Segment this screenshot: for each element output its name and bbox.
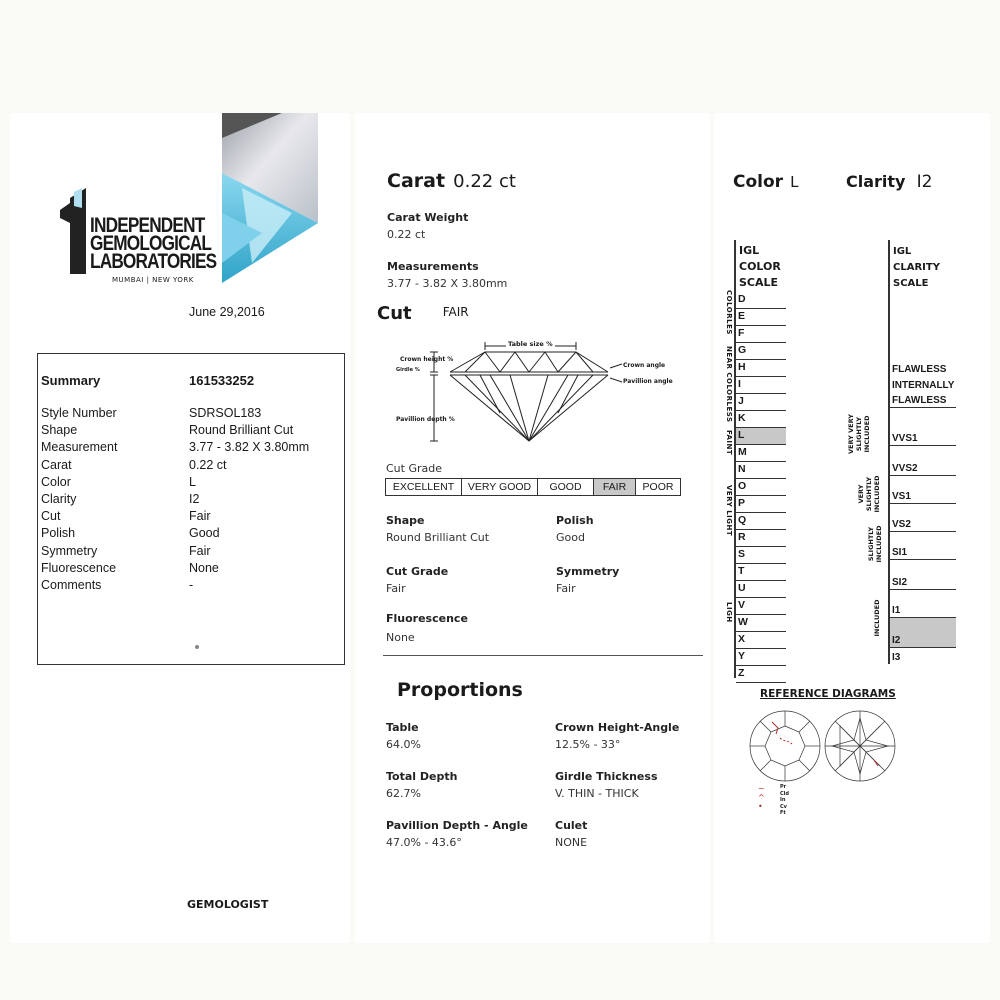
logo-cities: MUMBAI | NEW YORK xyxy=(112,276,194,284)
cut-grade-scale xyxy=(385,478,681,496)
pavilion-angle-label: Pavillion angle xyxy=(623,378,673,385)
included-group-label: INCLUDED xyxy=(873,599,881,637)
culet-label: Culet xyxy=(555,819,588,832)
clarity-grade-vs1: VS1 xyxy=(890,476,956,504)
clarity-scale-title-2: CLARITY xyxy=(893,262,940,273)
summary-key: Shape xyxy=(41,423,78,438)
color-scale-title-3: SCALE xyxy=(739,276,779,289)
cut-grade-good: GOOD xyxy=(538,479,594,495)
color-grade-u: U xyxy=(736,581,786,598)
clarity-heading-value: I2 xyxy=(916,172,933,192)
summary-value: Good xyxy=(189,526,220,541)
summary-key: Symmetry xyxy=(41,543,98,558)
color-grade-o: O xyxy=(736,479,786,496)
clarity-grade-vvs2: VVS2 xyxy=(890,446,956,476)
summary-key: Comments xyxy=(41,578,102,592)
cut-grade-excellent: EXCELLENT xyxy=(386,479,462,495)
cut-grade-fair: FAIR xyxy=(594,479,636,495)
legend-marks: ~ ^ • xyxy=(758,784,765,811)
summary-row xyxy=(41,526,341,542)
girdle-thickness-label: Girdle Thickness xyxy=(555,770,658,783)
clarity-grade-flawless: FLAWLESS xyxy=(890,392,956,408)
summary-box xyxy=(37,353,345,665)
clarity-grade-vs2: VS2 xyxy=(890,504,956,532)
reference-diagrams xyxy=(748,708,898,788)
legend-item: In xyxy=(780,797,786,803)
reference-legend xyxy=(758,784,808,818)
vvs-group-label: VERY VERY SLIGHTLY INCLUDED xyxy=(847,414,871,454)
color-scale xyxy=(715,240,805,680)
legend-item: Ft xyxy=(780,810,786,816)
table-size-label: Table size % xyxy=(508,340,553,348)
table-label: Table xyxy=(386,721,419,734)
summary-row xyxy=(41,458,341,474)
color-scale-title-1: IGL xyxy=(739,244,760,257)
clarity-grade-si1: SI1 xyxy=(890,532,956,560)
table-value: 64.0% xyxy=(386,738,421,751)
pavilion-depth-label: Pavillion depth % xyxy=(396,416,455,423)
summary-row xyxy=(41,440,341,456)
crown-height-label: Crown height % xyxy=(400,356,454,363)
pavilion-depth-angle-label: Pavillion Depth - Angle xyxy=(386,819,528,832)
clarity-scale-title-1: IGL xyxy=(893,246,912,257)
si-group-label: SLIGHTLY INCLUDED xyxy=(867,525,883,563)
report-date: June 29,2016 xyxy=(189,305,265,319)
carat-weight-label: Carat Weight xyxy=(387,211,469,224)
diamond-proportion-diagram xyxy=(390,338,675,446)
clarity-scale xyxy=(845,240,960,680)
girdle-thickness-value: V. THIN - THICK xyxy=(555,787,639,800)
color-grade-q: Q xyxy=(736,513,786,530)
cut-heading-value: FAIR xyxy=(442,305,469,319)
logo-line-2: GEMOLOGICAL xyxy=(90,232,212,255)
logo-line-1: INDEPENDENT xyxy=(90,214,205,237)
polish-value: Good xyxy=(556,531,585,544)
summary-value: Round Brilliant Cut xyxy=(189,423,294,438)
summary-value: None xyxy=(189,560,219,575)
igl-logo-icon xyxy=(60,188,90,276)
cut-grade-poor: POOR xyxy=(642,481,674,493)
clarity-heading xyxy=(846,172,932,192)
carat-weight-value: 0.22 ct xyxy=(387,228,426,241)
summary-value: Fair xyxy=(189,543,211,558)
carat-heading-value: 0.22 ct xyxy=(453,171,516,192)
report-number: 161533252 xyxy=(189,373,255,388)
cut-heading xyxy=(377,303,469,324)
legend-item: Pr xyxy=(780,784,787,790)
igl-logo xyxy=(60,188,220,288)
summary-key: Polish xyxy=(41,526,76,541)
summary-row xyxy=(41,561,341,577)
summary-value: Fair xyxy=(189,509,211,524)
shape-label: Shape xyxy=(386,514,425,527)
color-grade-j: J xyxy=(736,394,786,411)
color-grade-n: N xyxy=(736,462,786,479)
legend-item: Cv xyxy=(780,803,787,810)
culet-value: NONE xyxy=(555,836,588,849)
clarity-grade-i1: I1 xyxy=(890,590,956,618)
legend-item: Cld xyxy=(780,790,789,797)
color-grade-p: P xyxy=(736,496,786,513)
color-heading-label: Color xyxy=(733,172,784,192)
color-grade-k: K xyxy=(736,411,786,428)
crown-angle-label: Crown angle xyxy=(623,362,666,369)
clarity-grade-vvs1: VVS1 xyxy=(890,418,956,446)
summary-key: Carat xyxy=(41,457,72,472)
symmetry-label: Symmetry xyxy=(556,565,620,578)
very-light-group-label: VERY LIGHT xyxy=(725,485,733,537)
hologram-dot xyxy=(195,645,199,649)
proportions-heading: Proportions xyxy=(397,679,523,701)
summary-row xyxy=(41,475,341,491)
color-heading xyxy=(733,172,799,192)
color-grade-y: Y xyxy=(736,649,786,666)
clarity-scale-title-3: SCALE xyxy=(893,278,929,289)
color-grade-g: G xyxy=(736,343,786,360)
color-grade-h: H xyxy=(736,360,786,377)
summary-value: - xyxy=(189,578,194,592)
measurements-label: Measurements xyxy=(387,260,479,273)
clarity-grade-i2: I2 xyxy=(890,618,956,648)
summary-value: I2 xyxy=(189,492,200,506)
color-heading-value: L xyxy=(790,173,799,191)
summary-value: 0.22 ct xyxy=(189,457,227,472)
girdle-label: Girdle % xyxy=(396,367,420,373)
color-scale-title-2: COLOR xyxy=(739,260,781,273)
cut-heading-label: Cut xyxy=(377,303,412,324)
total-depth-label: Total Depth xyxy=(386,770,458,783)
clarity-heading-label: Clarity xyxy=(846,172,906,191)
summary-key: Cut xyxy=(41,509,61,524)
summary-key: Clarity xyxy=(41,492,77,506)
light-group-label: LIGH xyxy=(725,602,733,623)
color-grade-m: M xyxy=(736,445,786,462)
carat-heading xyxy=(387,170,516,192)
color-grade-d: D xyxy=(736,292,786,309)
summary-value: 3.77 - 3.82 X 3.80mm xyxy=(189,440,310,455)
color-grade-e: E xyxy=(736,309,786,326)
section-divider xyxy=(383,655,703,656)
crown-height-angle-label: Crown Height-Angle xyxy=(555,721,680,734)
hologram-sticker xyxy=(222,113,318,283)
cut-grade-sub-label: Cut Grade xyxy=(386,565,449,578)
symmetry-value: Fair xyxy=(556,582,576,595)
color-grade-f: F xyxy=(736,326,786,343)
color-grade-x: X xyxy=(736,632,786,649)
color-grade-i: I xyxy=(736,377,786,394)
summary-row xyxy=(41,423,341,439)
fluorescence-label: Fluorescence xyxy=(386,612,468,625)
summary-key: Fluorescence xyxy=(41,560,117,575)
color-grade-t: T xyxy=(736,564,786,581)
colorless-group-label: COLORLES xyxy=(725,290,733,335)
color-grade-s: S xyxy=(736,547,786,564)
measurements-value: 3.77 - 3.82 X 3.80mm xyxy=(387,277,508,290)
pavilion-depth-angle-value: 47.0% - 43.6° xyxy=(386,836,462,849)
color-grade-l: L xyxy=(736,428,786,445)
fluorescence-value: None xyxy=(386,631,415,644)
vs-group-label: VERY SLIGHTLY INCLUDED xyxy=(857,475,881,513)
clarity-grade-si2: SI2 xyxy=(890,560,956,590)
shape-value: Round Brilliant Cut xyxy=(386,531,490,544)
reference-diagrams-title: REFERENCE DIAGRAMS xyxy=(760,688,896,700)
gemologist-label: GEMOLOGIST xyxy=(187,898,269,911)
summary-value: SDRSOL183 xyxy=(189,406,262,420)
cut-grade-sub-value: Fair xyxy=(386,582,406,595)
carat-heading-label: Carat xyxy=(387,170,446,192)
summary-row xyxy=(41,406,341,422)
summary-row xyxy=(41,492,341,508)
polish-label: Polish xyxy=(556,514,594,527)
summary-key: Measurement xyxy=(41,440,118,455)
clarity-grade-flawless: FLAWLESS xyxy=(892,364,947,375)
crown-height-angle-value: 12.5% - 33° xyxy=(555,738,621,751)
faint-group-label: FAINT xyxy=(725,430,733,456)
color-grade-w: W xyxy=(736,615,786,632)
summary-title: Summary xyxy=(41,373,101,388)
cut-grade-very-good: VERY GOOD xyxy=(462,479,538,495)
summary-row xyxy=(41,544,341,560)
total-depth-value: 62.7% xyxy=(386,787,421,800)
near-colorless-group-label: NEAR COLORLESS xyxy=(725,346,733,423)
summary-key: Color xyxy=(41,474,71,489)
clarity-grade-i3: I3 xyxy=(892,652,901,663)
color-grade-v: V xyxy=(736,598,786,615)
color-grade-r: R xyxy=(736,530,786,547)
logo-line-3: LABORATORIES xyxy=(90,250,217,273)
color-grade-z: Z xyxy=(736,666,786,683)
summary-row xyxy=(41,509,341,525)
clarity-grade-internally: INTERNALLY xyxy=(892,380,955,391)
cut-grade-label: Cut Grade xyxy=(386,462,442,475)
summary-key: Style Number xyxy=(41,406,117,420)
summary-row xyxy=(41,578,341,594)
summary-value: L xyxy=(189,474,196,489)
